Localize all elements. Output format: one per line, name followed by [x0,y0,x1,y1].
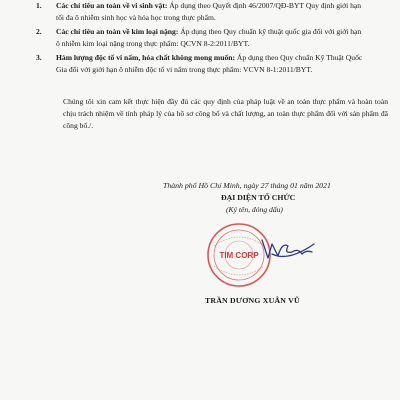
criteria-item-1 [36,0,388,23]
criteria-list [36,0,388,79]
criteria-item-3 [36,52,388,75]
item-line1: Áp dụng theo Quy chuẩn Kỹ Thuật Quốc [235,53,363,63]
commitment-paragraph: Chúng tôi xin cam kết thực hiện đầy đủ các quy định của pháp luật về an toàn thực phẩm và hoàn toàn chịu trách nhiệm về tính pháp lý của hồ sơ công bố và chất lượng, an toàn thực phẩm đối với sản phẩm đã công bố./. [63,97,388,131]
item-line1: Áp dụng theo Quy chuẩn kỹ thuật quốc gia đối với giới hạn [178,27,362,37]
representative-title: ĐẠI DIỆN TỔ CHỨC [221,193,296,202]
date-line: Thành phố Hồ Chí Minh, ngày 27 tháng 01 năm 2021 [163,181,331,190]
item-label: Hàm lượng độc tố vi nấm, hóa chất không mong muốn: [56,53,236,63]
item-line1: Áp dụng theo Quyết định 46/2007/QĐ-BYT Quy định giới hạn [167,1,362,10]
item-line2: tối đa ô nhiễm sinh học và hóa học trong thực phẩm. [56,12,216,22]
representative-note: (Ký tên, đóng dấu) [226,205,283,214]
item-number: 3. [36,53,42,63]
item-number: 2. [36,27,42,37]
signature-mark [258,232,318,266]
item-label: Các chỉ tiêu an toàn về vi sinh vật: [56,1,168,10]
item-number: 1. [36,1,42,10]
seal-text: TIM CORP [219,251,259,260]
criteria-item-2 [36,26,388,49]
item-line2: ô nhiễm kim loại nặng trong thực phẩm: QCVN 8-2:2011/BYT. [56,38,250,48]
item-line2: Gia đối với giới hạn ô nhiễm độc tố vi nấm trong thực phẩm: VCVN 8-1:2011/BYT. [56,64,313,74]
signer-name: TRẦN DƯƠNG XUÂN VŨ [205,296,300,305]
item-label: Các chỉ tiêu an toàn về kim loại nặng: [56,27,179,37]
